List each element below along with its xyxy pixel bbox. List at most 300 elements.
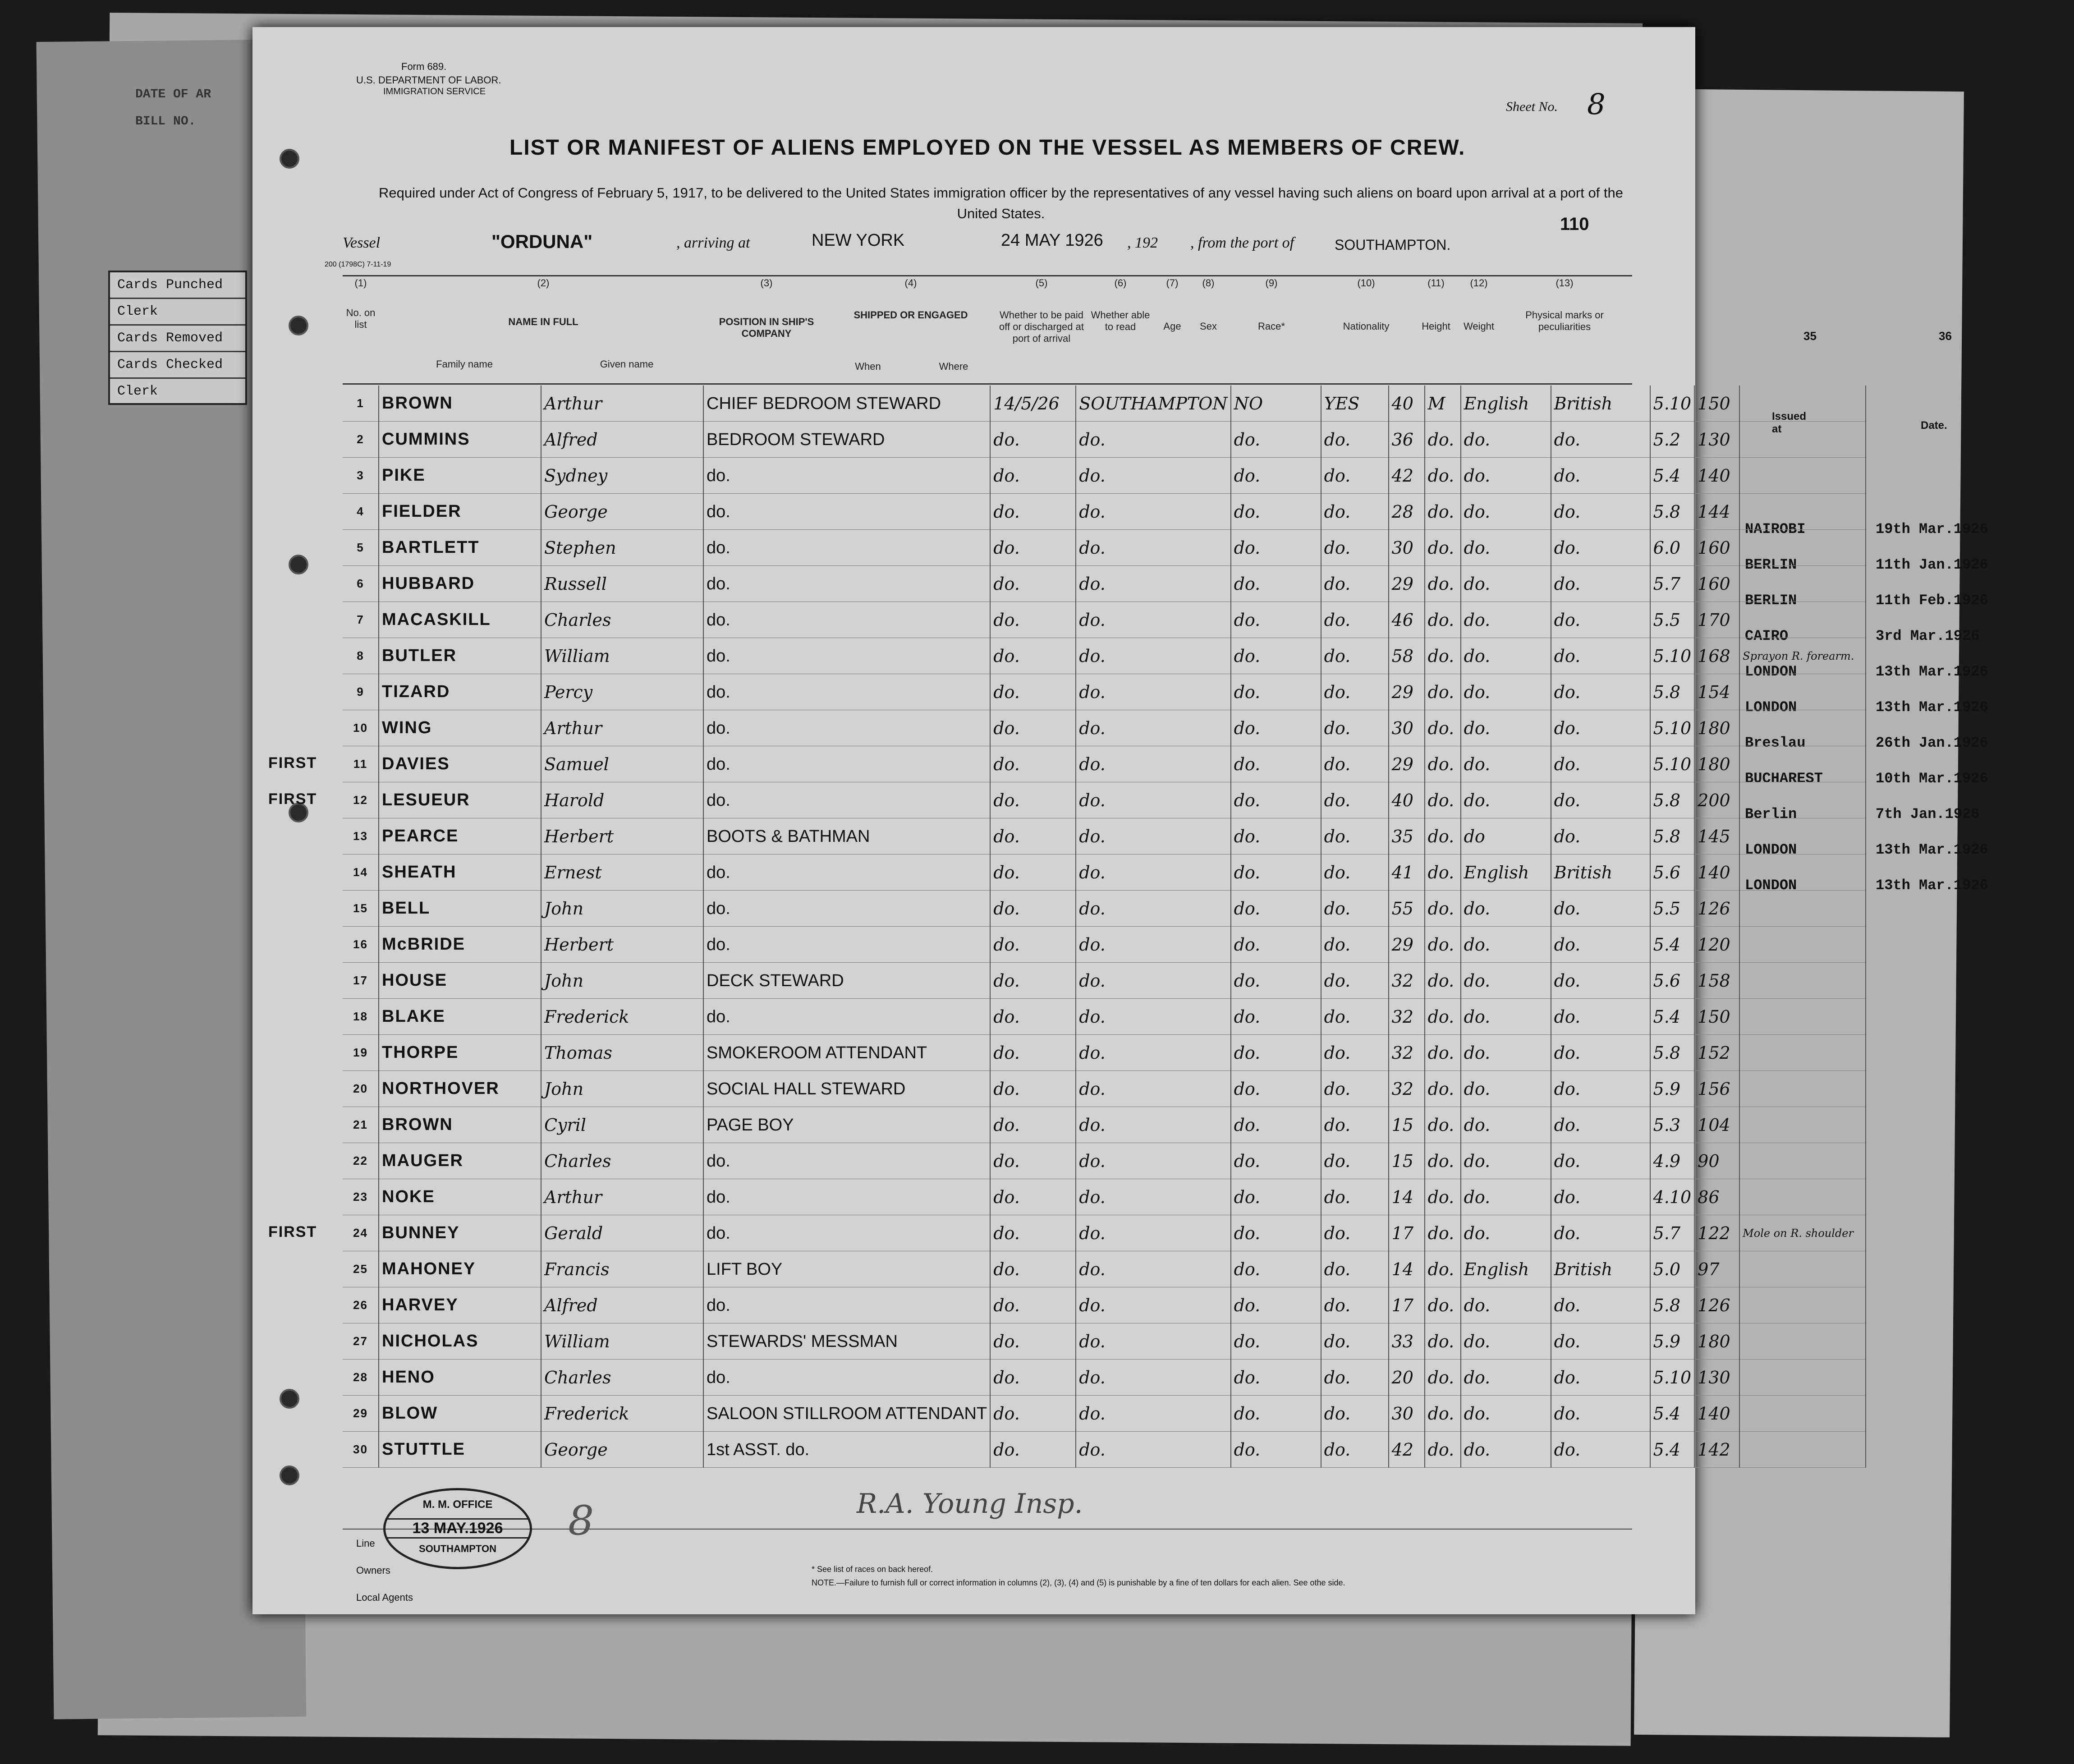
position-cell: do. [703, 1287, 990, 1323]
given-name-cell: Gerald [541, 1215, 703, 1251]
family-name-cell: BROWN [379, 1107, 541, 1143]
weight-cell: 170 [1694, 602, 1739, 638]
able-to-read-cell: do. [1321, 1287, 1389, 1323]
age-cell: 30 [1389, 530, 1425, 566]
table-row [343, 530, 1866, 566]
shipped-where-cell: do. [1076, 1287, 1230, 1323]
nationality-cell: do. [1551, 674, 1650, 710]
able-to-read-cell: do. [1321, 458, 1389, 494]
shipped-where-cell: do. [1076, 927, 1230, 963]
position-cell: do. [703, 746, 990, 782]
races-note: * See list of races on back hereof. [812, 1565, 933, 1574]
sex-cell: do. [1425, 1360, 1461, 1396]
race-cell: do. [1461, 458, 1551, 494]
shipped-when-cell: do. [990, 1287, 1076, 1323]
punch-hole [280, 149, 299, 169]
position-cell: do. [703, 999, 990, 1035]
shipped-when-cell: do. [990, 1323, 1076, 1360]
position-cell: do. [703, 494, 990, 530]
shipped-when-cell: do. [990, 674, 1076, 710]
shipped-where-cell: do. [1076, 530, 1230, 566]
able-to-read-cell: do. [1321, 422, 1389, 458]
col4b-header: Where [939, 361, 968, 372]
shipped-when-cell: 14/5/26 [990, 386, 1076, 422]
height-cell: 5.10 [1650, 638, 1695, 674]
sex-cell: do. [1425, 674, 1461, 710]
table-row [343, 1215, 1866, 1251]
position-cell: 1st ASST. do. [703, 1432, 990, 1468]
weight-cell: 154 [1694, 674, 1739, 710]
race-cell: do [1461, 818, 1551, 854]
physical-marks-cell: Sprayon R. forearm. [1739, 638, 1866, 674]
table-row [343, 1432, 1866, 1468]
physical-marks-cell [1739, 494, 1866, 530]
able-to-read-cell: do. [1321, 891, 1389, 927]
physical-marks-cell [1739, 1179, 1866, 1215]
physical-marks-cell [1739, 746, 1866, 782]
from-port: SOUTHAMPTON. [1335, 237, 1451, 253]
physical-marks-cell [1739, 710, 1866, 746]
given-name-cell: Herbert [541, 927, 703, 963]
age-cell: 36 [1389, 422, 1425, 458]
paid-off-cell: do. [1231, 602, 1321, 638]
shipped-where-cell: do. [1076, 494, 1230, 530]
row-number-cell: 19 [343, 1035, 379, 1071]
age-cell: 29 [1389, 566, 1425, 602]
paid-off-cell: do. [1231, 1107, 1321, 1143]
paid-off-cell: do. [1231, 782, 1321, 818]
table-row [343, 854, 1866, 891]
sex-cell: do. [1425, 1179, 1461, 1215]
age-cell: 17 [1389, 1287, 1425, 1323]
given-name-cell: Francis [541, 1251, 703, 1287]
race-cell: do. [1461, 1035, 1551, 1071]
age-cell: 30 [1389, 1396, 1425, 1432]
given-name-cell: Arthur [541, 1179, 703, 1215]
paid-off-cell: do. [1231, 638, 1321, 674]
stamp-date-text: 13 MAY.1926 [385, 1518, 530, 1539]
paid-off-cell: do. [1231, 1143, 1321, 1179]
given-name-cell: Sydney [541, 458, 703, 494]
age-cell: 32 [1389, 999, 1425, 1035]
family-name-cell: SHEATH [379, 854, 541, 891]
issued-date: 11th Feb.1926 [1876, 592, 1988, 609]
manifest-title: LIST OR MANIFEST OF ALIENS EMPLOYED ON THE VESSEL AS MEMBERS OF CREW. [509, 136, 1466, 160]
height-cell: 5.8 [1650, 494, 1695, 530]
physical-marks-cell [1739, 1360, 1866, 1396]
given-name-cell: Herbert [541, 818, 703, 854]
physical-marks-cell [1739, 999, 1866, 1035]
table-row [343, 458, 1866, 494]
family-name-cell: WING [379, 710, 541, 746]
row-number-cell: 7 [343, 602, 379, 638]
punch-hole [289, 555, 308, 574]
age-cell: 15 [1389, 1107, 1425, 1143]
family-name-cell: BARTLETT [379, 530, 541, 566]
race-cell: do. [1461, 1396, 1551, 1432]
height-cell: 5.4 [1650, 1432, 1695, 1468]
table-row [343, 782, 1866, 818]
given-name-cell: John [541, 891, 703, 927]
position-cell: BOOTS & BATHMAN [703, 818, 990, 854]
issued-place: NAIROBI [1745, 521, 1806, 537]
col2-header: (2) NAME IN FULL [508, 277, 578, 327]
line-label: Line [356, 1538, 375, 1549]
weight-cell: 158 [1694, 963, 1739, 999]
shipped-when-cell: do. [990, 1107, 1076, 1143]
position-cell: do. [703, 854, 990, 891]
shipped-where-cell: do. [1076, 1323, 1230, 1360]
physical-marks-cell [1739, 927, 1866, 963]
table-row [343, 1143, 1866, 1179]
handwritten-eight: 8 [568, 1497, 594, 1544]
nationality-cell: do. [1551, 782, 1650, 818]
weight-cell: 122 [1694, 1215, 1739, 1251]
family-name-cell: LESUEUR [379, 782, 541, 818]
paid-off-cell: do. [1231, 530, 1321, 566]
able-to-read-cell: do. [1321, 1107, 1389, 1143]
height-cell: 5.9 [1650, 1323, 1695, 1360]
weight-cell: 120 [1694, 927, 1739, 963]
given-name-cell: Arthur [541, 710, 703, 746]
sex-cell: do. [1425, 854, 1461, 891]
sex-cell: do. [1425, 891, 1461, 927]
family-name-cell: THORPE [379, 1035, 541, 1071]
position-cell: do. [703, 782, 990, 818]
row-number-cell: 13 [343, 818, 379, 854]
nationality-cell: do. [1551, 1071, 1650, 1107]
col7-header: (7) Age [1163, 277, 1181, 332]
row-number-cell: 6 [343, 566, 379, 602]
shipped-where-cell: do. [1076, 1143, 1230, 1179]
physical-marks-cell [1739, 818, 1866, 854]
sex-cell: do. [1425, 422, 1461, 458]
arrival-date: 24 MAY 1926 [1001, 231, 1103, 250]
table-row [343, 891, 1866, 927]
row-number-cell: 3 [343, 458, 379, 494]
shipped-where-cell: do. [1076, 999, 1230, 1035]
issued-date: 3rd Mar.1926 [1876, 628, 1980, 644]
row-number-cell: 12 [343, 782, 379, 818]
family-name-cell: BROWN [379, 386, 541, 422]
first-class-mark: FIRST [268, 790, 317, 808]
issued-date: 13th Mar.1926 [1876, 877, 1988, 894]
shipped-where-cell: do. [1076, 458, 1230, 494]
table-row [343, 963, 1866, 999]
weight-cell: 140 [1694, 854, 1739, 891]
card-field: Cards Removed [110, 326, 245, 352]
shipped-where-cell: do. [1076, 1360, 1230, 1396]
row-number-cell: 5 [343, 530, 379, 566]
given-name-cell: Charles [541, 602, 703, 638]
physical-marks-cell [1739, 782, 1866, 818]
shipped-when-cell: do. [990, 494, 1076, 530]
height-cell: 5.10 [1650, 746, 1695, 782]
table-row [343, 710, 1866, 746]
form-number: Form 689. [401, 61, 447, 72]
col2b-header: Given name [600, 358, 654, 370]
shipped-where-cell: do. [1076, 854, 1230, 891]
issued-place: Berlin [1745, 806, 1797, 822]
nationality-cell: do. [1551, 458, 1650, 494]
physical-marks-cell [1739, 1107, 1866, 1143]
age-cell: 28 [1389, 494, 1425, 530]
given-name-cell: Alfred [541, 422, 703, 458]
shipped-where-cell: do. [1076, 674, 1230, 710]
paid-off-cell: do. [1231, 818, 1321, 854]
paid-off-cell: do. [1231, 746, 1321, 782]
nationality-cell: do. [1551, 1143, 1650, 1179]
able-to-read-cell: do. [1321, 530, 1389, 566]
able-to-read-cell: do. [1321, 854, 1389, 891]
race-cell: do. [1461, 1432, 1551, 1468]
weight-cell: 142 [1694, 1432, 1739, 1468]
race-cell: do. [1461, 1215, 1551, 1251]
issued-place: LONDON [1745, 663, 1797, 680]
sex-cell: do. [1425, 746, 1461, 782]
physical-marks-cell [1739, 1287, 1866, 1323]
able-to-read-cell: do. [1321, 999, 1389, 1035]
height-cell: 5.6 [1650, 963, 1695, 999]
family-name-cell: MAHONEY [379, 1251, 541, 1287]
table-row [343, 1035, 1866, 1071]
given-name-cell: William [541, 1323, 703, 1360]
row-number-cell: 4 [343, 494, 379, 530]
paid-off-cell: do. [1231, 1035, 1321, 1071]
paid-off-cell: do. [1231, 422, 1321, 458]
table-row [343, 422, 1866, 458]
height-cell: 5.9 [1650, 1071, 1695, 1107]
page-number: 110 [1560, 214, 1589, 234]
height-cell: 5.5 [1650, 891, 1695, 927]
able-to-read-cell: do. [1321, 710, 1389, 746]
nationality-cell: do. [1551, 1287, 1650, 1323]
able-to-read-cell: do. [1321, 1432, 1389, 1468]
issued-place: BERLIN [1745, 592, 1797, 609]
physical-marks-cell [1739, 566, 1866, 602]
given-name-cell: John [541, 963, 703, 999]
shipped-when-cell: do. [990, 602, 1076, 638]
date-of-arrival-label: DATE OF AR [135, 87, 211, 101]
table-row [343, 566, 1866, 602]
age-cell: 46 [1389, 602, 1425, 638]
paid-off-cell: do. [1231, 1287, 1321, 1323]
able-to-read-cell: do. [1321, 566, 1389, 602]
col35-number: 35 [1803, 329, 1817, 343]
weight-cell: 130 [1694, 422, 1739, 458]
able-to-read-cell: do. [1321, 602, 1389, 638]
race-cell: do. [1461, 1071, 1551, 1107]
given-name-cell: Charles [541, 1143, 703, 1179]
inspector-signature: R.A. Young Insp. [857, 1488, 1083, 1520]
paid-off-cell: do. [1231, 1251, 1321, 1287]
issued-date: 13th Mar.1926 [1876, 841, 1988, 858]
sheet-number: 8 [1587, 88, 1606, 121]
issued-at-label: Issued at [1772, 410, 1807, 435]
nationality-cell: do. [1551, 891, 1650, 927]
given-name-cell: George [541, 494, 703, 530]
physical-marks-cell: Mole on R. shoulder [1739, 1215, 1866, 1251]
col13-header: (13) Physical marks or peculiarities [1525, 277, 1604, 332]
sex-cell: do. [1425, 494, 1461, 530]
age-cell: 42 [1389, 458, 1425, 494]
card-field: Cards Checked [110, 352, 245, 379]
age-cell: 15 [1389, 1143, 1425, 1179]
able-to-read-cell: do. [1321, 494, 1389, 530]
position-cell: SMOKEROOM ATTENDANT [703, 1035, 990, 1071]
weight-cell: 156 [1694, 1071, 1739, 1107]
age-cell: 32 [1389, 1035, 1425, 1071]
race-cell: do. [1461, 891, 1551, 927]
height-cell: 5.8 [1650, 1287, 1695, 1323]
table-row [343, 494, 1866, 530]
physical-marks-cell [1739, 1432, 1866, 1468]
shipped-where-cell: do. [1076, 746, 1230, 782]
issued-place: LONDON [1745, 699, 1797, 716]
row-number-cell: 25 [343, 1251, 379, 1287]
nationality-cell: do. [1551, 1035, 1650, 1071]
row-number-cell: 10 [343, 710, 379, 746]
physical-marks-cell [1739, 891, 1866, 927]
row-number-cell: 20 [343, 1071, 379, 1107]
issued-date: 13th Mar.1926 [1876, 663, 1988, 680]
row-number-cell: 23 [343, 1179, 379, 1215]
shipped-where-cell: do. [1076, 1071, 1230, 1107]
race-cell: do. [1461, 1360, 1551, 1396]
physical-marks-cell [1739, 674, 1866, 710]
row-number-cell: 26 [343, 1287, 379, 1323]
row-number-cell: 28 [343, 1360, 379, 1396]
nationality-cell: do. [1551, 927, 1650, 963]
height-cell: 5.8 [1650, 674, 1695, 710]
paid-off-cell: do. [1231, 674, 1321, 710]
table-row [343, 674, 1866, 710]
row-number-cell: 29 [343, 1396, 379, 1432]
able-to-read-cell: do. [1321, 746, 1389, 782]
position-cell: do. [703, 566, 990, 602]
stamp-top-text: M. M. OFFICE [422, 1498, 493, 1511]
able-to-read-cell: do. [1321, 638, 1389, 674]
shipped-when-cell: do. [990, 710, 1076, 746]
processing-card [108, 271, 247, 405]
nationality-cell: do. [1551, 1323, 1650, 1360]
family-name-cell: PIKE [379, 458, 541, 494]
physical-marks-cell [1739, 963, 1866, 999]
nationality-cell: do. [1551, 422, 1650, 458]
weight-cell: 145 [1694, 818, 1739, 854]
issued-place: CAIRO [1745, 628, 1789, 644]
age-cell: 20 [1389, 1360, 1425, 1396]
card-field: Cards Punched [110, 272, 245, 299]
shipped-where-cell: do. [1076, 1396, 1230, 1432]
col2a-header: Family name [436, 358, 493, 370]
nationality-cell: British [1551, 386, 1650, 422]
shipped-where-cell: do. [1076, 963, 1230, 999]
height-cell: 6.0 [1650, 530, 1695, 566]
age-cell: 41 [1389, 854, 1425, 891]
physical-marks-cell [1739, 386, 1866, 422]
table-row [343, 1071, 1866, 1107]
age-cell: 33 [1389, 1323, 1425, 1360]
weight-cell: 97 [1694, 1251, 1739, 1287]
manifest-subtitle: Required under Act of Congress of February 5, 1917, to be delivered to the United States immigration officer by the representatives of any vessel having such aliens on board upon arrival at a port of the United States. [378, 185, 1623, 221]
able-to-read-cell: do. [1321, 963, 1389, 999]
family-name-cell: BLAKE [379, 999, 541, 1035]
weight-cell: 150 [1694, 386, 1739, 422]
position-cell: SOCIAL HALL STEWARD [703, 1071, 990, 1107]
issued-date: 13th Mar.1926 [1876, 699, 1988, 716]
col5-header: (5) Whether to be paid off or discharged at port of arrival [999, 277, 1084, 344]
sex-cell: do. [1425, 782, 1461, 818]
height-cell: 5.4 [1650, 1396, 1695, 1432]
family-name-cell: HENO [379, 1360, 541, 1396]
crew-table [343, 386, 1866, 1468]
family-name-cell: CUMMINS [379, 422, 541, 458]
position-cell: do. [703, 674, 990, 710]
nationality-cell: do. [1551, 638, 1650, 674]
physical-marks-cell [1739, 854, 1866, 891]
race-cell: do. [1461, 674, 1551, 710]
row-number-cell: 17 [343, 963, 379, 999]
table-row [343, 818, 1866, 854]
weight-cell: 180 [1694, 1323, 1739, 1360]
height-cell: 5.2 [1650, 422, 1695, 458]
bill-no-label: BILL NO. [135, 115, 196, 129]
paid-off-cell: do. [1231, 1179, 1321, 1215]
weight-cell: 168 [1694, 638, 1739, 674]
paid-off-cell: do. [1231, 494, 1321, 530]
row-number-cell: 9 [343, 674, 379, 710]
given-name-cell: Charles [541, 1360, 703, 1396]
able-to-read-cell: do. [1321, 1215, 1389, 1251]
position-cell: do. [703, 602, 990, 638]
able-to-read-cell: do. [1321, 927, 1389, 963]
sex-cell: do. [1425, 1287, 1461, 1323]
shipped-when-cell: do. [990, 1215, 1076, 1251]
race-cell: do. [1461, 999, 1551, 1035]
nationality-cell: do. [1551, 1432, 1650, 1468]
shipped-where-cell: do. [1076, 710, 1230, 746]
race-cell: do. [1461, 1179, 1551, 1215]
able-to-read-cell: do. [1321, 1396, 1389, 1432]
nationality-cell: do. [1551, 1396, 1650, 1432]
issued-date: 26th Jan.1926 [1876, 735, 1988, 751]
race-cell: do. [1461, 638, 1551, 674]
arriving-label: , arriving at [676, 234, 750, 251]
family-name-cell: HUBBARD [379, 566, 541, 602]
side-sheet-header [135, 81, 271, 135]
given-name-cell: Alfred [541, 1287, 703, 1323]
issued-place: LONDON [1745, 877, 1797, 894]
family-name-cell: DAVIES [379, 746, 541, 782]
weight-cell: 160 [1694, 530, 1739, 566]
service: IMMIGRATION SERVICE [383, 87, 486, 96]
shipped-where-cell: do. [1076, 638, 1230, 674]
sex-cell: do. [1425, 1107, 1461, 1143]
table-row [343, 1360, 1866, 1396]
given-name-cell: Harold [541, 782, 703, 818]
age-cell: 32 [1389, 1071, 1425, 1107]
shipped-where-cell: do. [1076, 1251, 1230, 1287]
nationality-cell: do. [1551, 1215, 1650, 1251]
row-number-cell: 30 [343, 1432, 379, 1468]
age-cell: 14 [1389, 1251, 1425, 1287]
col4-header: (4) SHIPPED OR ENGAGED [853, 277, 968, 321]
sex-cell: do. [1425, 1035, 1461, 1071]
race-cell: do. [1461, 1107, 1551, 1143]
local-agents-label: Local Agents [356, 1592, 413, 1603]
paid-off-cell: do. [1231, 999, 1321, 1035]
